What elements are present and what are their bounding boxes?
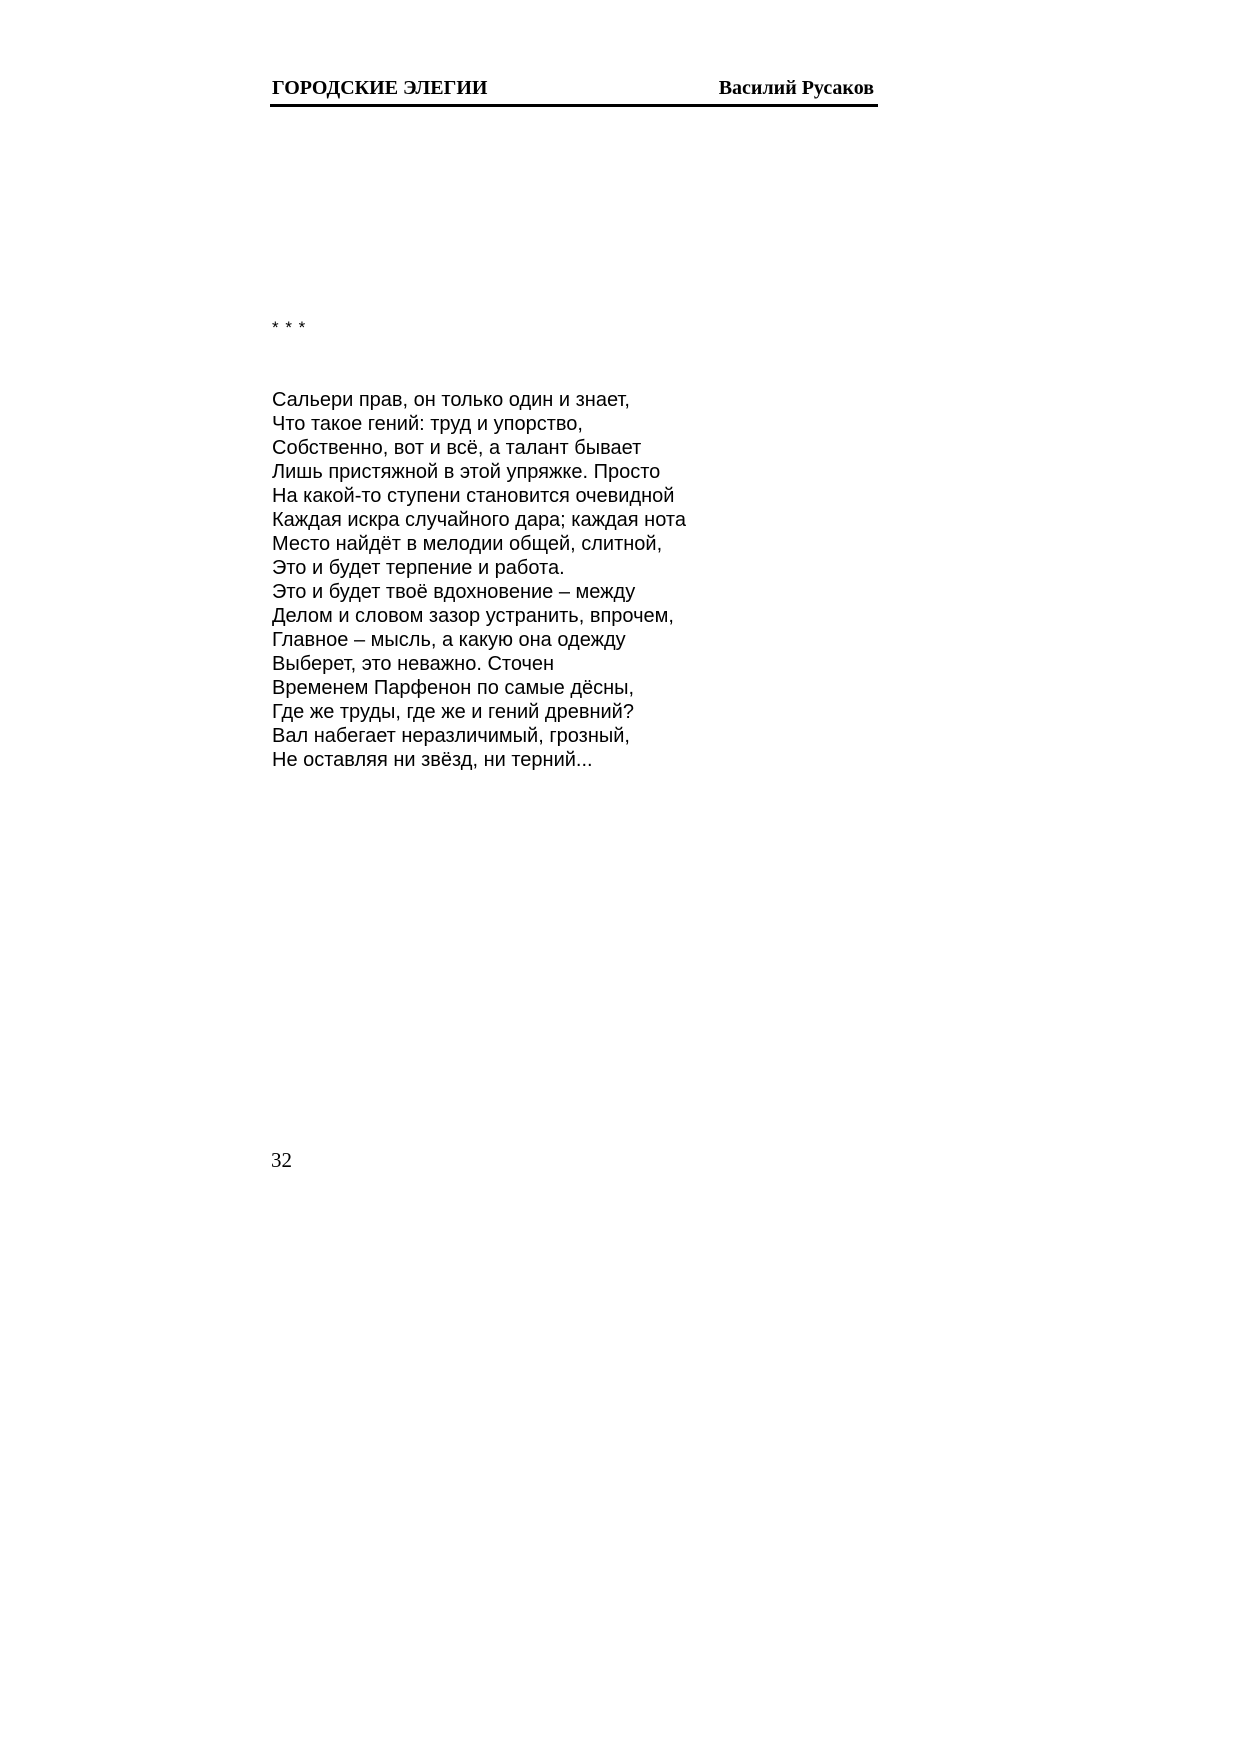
page-number: 32 [271,1148,292,1172]
poem-line: Каждая искра случайного дара; каждая нота [272,509,686,531]
poem-line: Не оставляя ни звёзд, ни терний... [272,749,593,771]
poem [272,316,832,772]
poem-line: Выберет, это неважно. Сточен [272,653,555,675]
poem-line: Собственно, вот и всё, а талант бывает [272,437,642,459]
poem-line: Это и будет терпение и работа. [272,557,565,579]
poem-line: Это и будет твоё вдохновение – между [272,581,636,603]
poem-line: Делом и словом зазор устранить, впрочем, [272,605,674,627]
running-header [270,76,878,107]
poem-line: Главное – мысль, а какую она одежду [272,629,626,651]
poem-separator: * * * [272,318,307,337]
poem-line: Лишь пристяжной в этой упряжке. Просто [272,461,661,483]
poem-line: Что такое гений: труд и упорство, [272,413,583,435]
poem-line: Временем Парфенон по самые дёсны, [272,677,635,699]
poem-line: Место найдёт в мелодии общей, слитной, [272,533,663,555]
poem-line: Где же труды, где же и гений древний? [272,701,634,723]
poem-line: На какой-то ступени становится очевидной [272,485,675,507]
poem-line: Сальери прав, он только один и знает, [272,389,630,411]
book-title: ГОРОДСКИЕ ЭЛЕГИИ [272,77,488,99]
poem-lines [272,388,832,772]
author-name: Василий Русаков [718,77,874,99]
poem-line: Вал набегает неразличимый, грозный, [272,725,630,747]
